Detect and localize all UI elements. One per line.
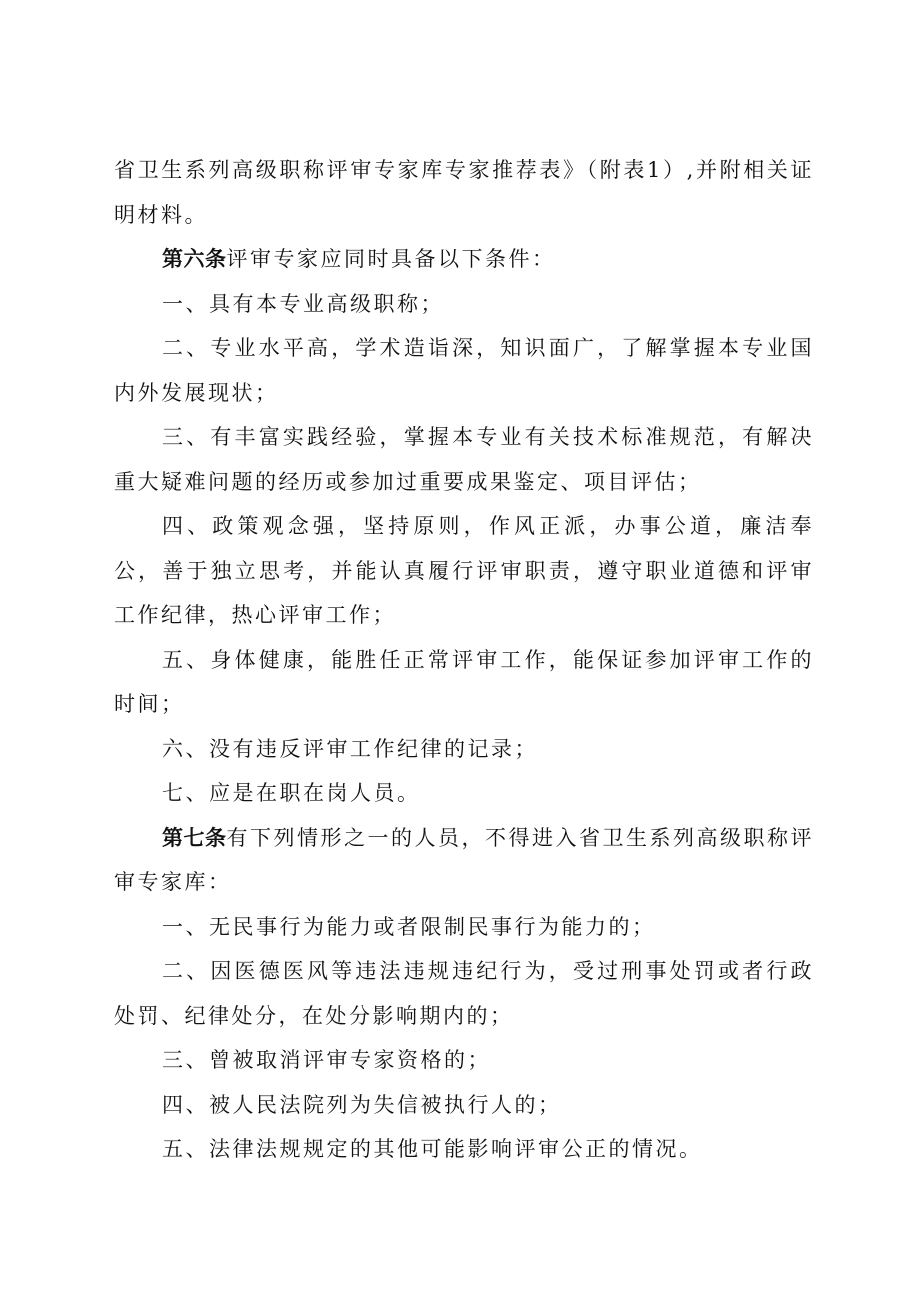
article-6-item-4: 四、政策观念强，坚持原则，作风正派，办事公道，廉洁奉公，善于独立思考，并能认真履行评审职责，遵守职业道德和评审工作纪律，热心评审工作； xyxy=(114,514,814,627)
article-6-intro xyxy=(114,237,814,282)
article-6-heading: 第六条 xyxy=(162,247,227,271)
article-6-item-7: 七、应是在职在岗人员。 xyxy=(162,781,421,805)
article-7-intro xyxy=(114,816,814,905)
article-7-item-2: 二、因医德医风等违法违规违纪行为，受过刑事处罚或者行政处罚、纪律处分，在处分影响期内的； xyxy=(114,959,814,1028)
article-6-item-5: 五、身体健康，能胜任正常评审工作，能保证参加评审工作的时间； xyxy=(114,647,814,716)
article-7-item-5: 五、法律法规规定的其他可能影响评审公正的情况。 xyxy=(162,1137,703,1161)
article-6-intro-text: 评审专家应同时具备以下条件： xyxy=(226,247,556,271)
article-7-item-1: 一、无民事行为能力或者限制民事行为能力的； xyxy=(162,914,656,939)
article-6-item-6: 六、没有违反评审工作纪律的记录； xyxy=(162,736,538,761)
article-6-item-3: 三、有丰富实践经验，掌握本专业有关技术标准规范，有解决重大疑难问题的经历或参加过重要成果鉴定、项目评估； xyxy=(114,425,814,494)
article-7-item-3: 三、曾被取消评审专家资格的； xyxy=(162,1048,491,1072)
continuation-paragraph: 省卫生系列高级职称评审专家库专家推荐表》（附表1）,并附相关证明材料。 xyxy=(114,158,814,227)
article-7-heading: 第七条 xyxy=(162,825,227,850)
document-page xyxy=(114,148,814,1172)
article-6-item-2: 二、专业水平高，学术造诣深，知识面广，了解掌握本专业国内外发展现状； xyxy=(114,336,814,405)
article-6-item-1: 一、具有本专业高级职称； xyxy=(162,291,444,316)
article-7-item-4: 四、被人民法院列为失信被执行人的； xyxy=(162,1092,562,1117)
article-7-intro-text: 有下列情形之一的人员，不得进入省卫生系列高级职称评审专家库： xyxy=(114,825,814,894)
